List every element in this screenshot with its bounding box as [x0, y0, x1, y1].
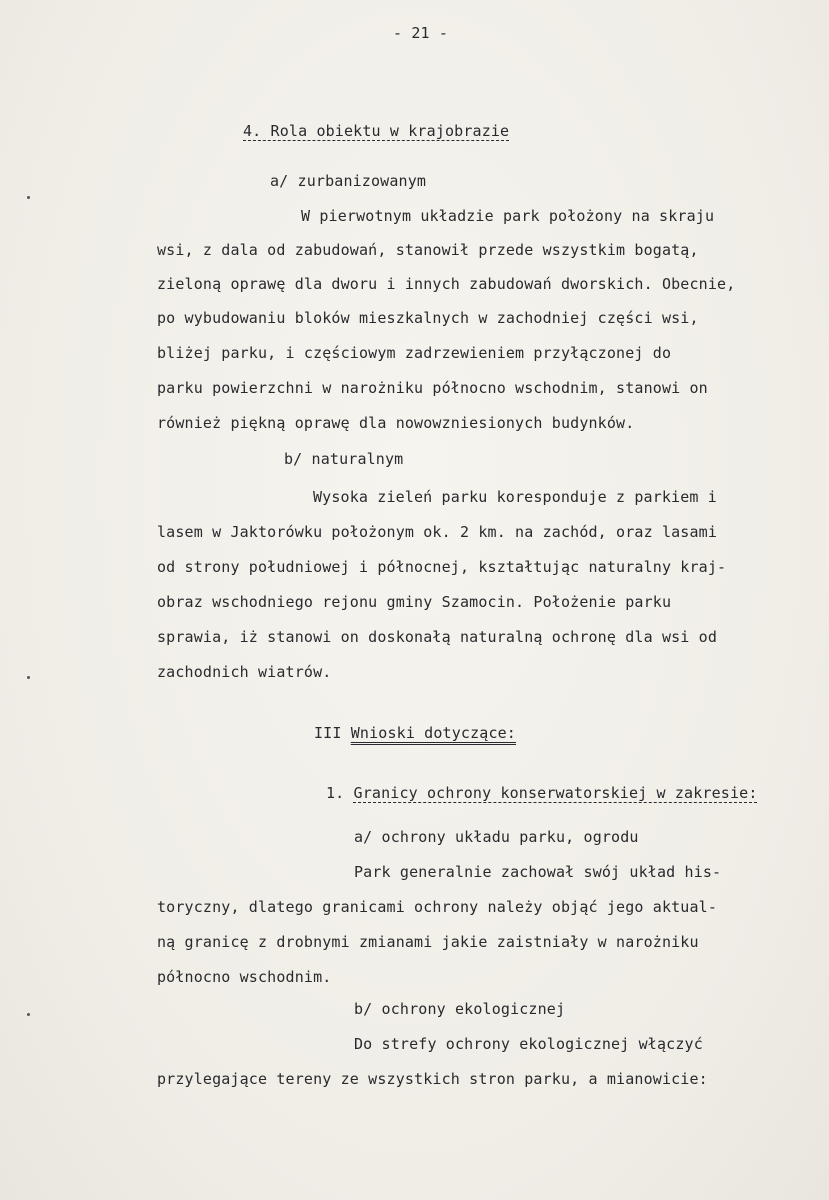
paragraph-line: obraz wschodniego rejonu gminy Szamocin. Położenie parku: [157, 593, 672, 611]
paragraph-line: północno wschodnim.: [157, 968, 332, 986]
paragraph-line: ną granicę z drobnymi zmianami jakie zaistniały w narożniku: [157, 933, 699, 951]
subsection-label-zurbanizowanym: a/ zurbanizowanym: [270, 172, 427, 190]
subsection-label-naturalnym: b/ naturalnym: [284, 450, 404, 468]
scan-speck: [27, 676, 30, 679]
paragraph-line: od strony południowej i północnej, kształtując naturalny kraj-: [157, 558, 727, 576]
paragraph-line: W pierwotnym układzie park położony na skraju: [301, 207, 715, 225]
paragraph-line: sprawia, iż stanowi on doskonałą naturalną ochronę dla wsi od: [157, 628, 718, 646]
paragraph-line: bliżej parku, i częściowym zadrzewieniem przyłączonej do: [157, 344, 672, 362]
section-heading-wnioski: [314, 723, 516, 743]
paragraph-line: Wysoka zieleń parku koresponduje z parkiem i: [313, 488, 717, 506]
section-title: Wnioski dotyczące:: [350, 724, 516, 742]
paragraph-line: lasem w Jaktorówku położonym ok. 2 km. na zachód, oraz lasami: [157, 523, 718, 541]
paragraph-line: również piękną oprawę dla nowowzniesionych budynków.: [157, 414, 635, 432]
scan-speck: [27, 196, 30, 199]
paragraph-line: zieloną oprawę dla dworu i innych zabudowań dworskich. Obecnie,: [157, 275, 736, 293]
paragraph-line: wsi, z dala od zabudowań, stanowił przede wszystkim bogatą,: [157, 241, 699, 259]
page-number: - 21 -: [393, 24, 449, 42]
paragraph-line: parku powierzchni w narożniku północno wschodnim, stanowi on: [157, 379, 708, 397]
subsection-label-ochrony-ukladu: a/ ochrony układu parku, ogrodu: [354, 828, 639, 846]
section-heading-rola-obiektu: 4. Rola obiektu w krajobrazie: [243, 122, 510, 140]
section-number: III: [314, 724, 351, 742]
paragraph-line: toryczny, dlatego granicami ochrony należy objąć jego aktual-: [157, 898, 718, 916]
item-number: 1.: [326, 784, 354, 802]
item-heading-granicy: [326, 783, 758, 803]
item-title: Granicy ochrony konserwatorskiej w zakresie:: [353, 784, 758, 802]
paragraph-line: po wybudowaniu bloków mieszkalnych w zachodniej części wsi,: [157, 309, 699, 327]
paragraph-line: przylegające tereny ze wszystkich stron parku, a mianowicie:: [157, 1070, 708, 1088]
subsection-label-ochrony-ekologicznej: b/ ochrony ekologicznej: [354, 1000, 566, 1018]
paragraph-line: Park generalnie zachował swój układ his-: [354, 863, 722, 881]
paragraph-line: zachodnich wiatrów.: [157, 663, 332, 681]
scan-speck: [27, 1013, 30, 1016]
paragraph-line: Do strefy ochrony ekologicznej włączyć: [354, 1035, 703, 1053]
